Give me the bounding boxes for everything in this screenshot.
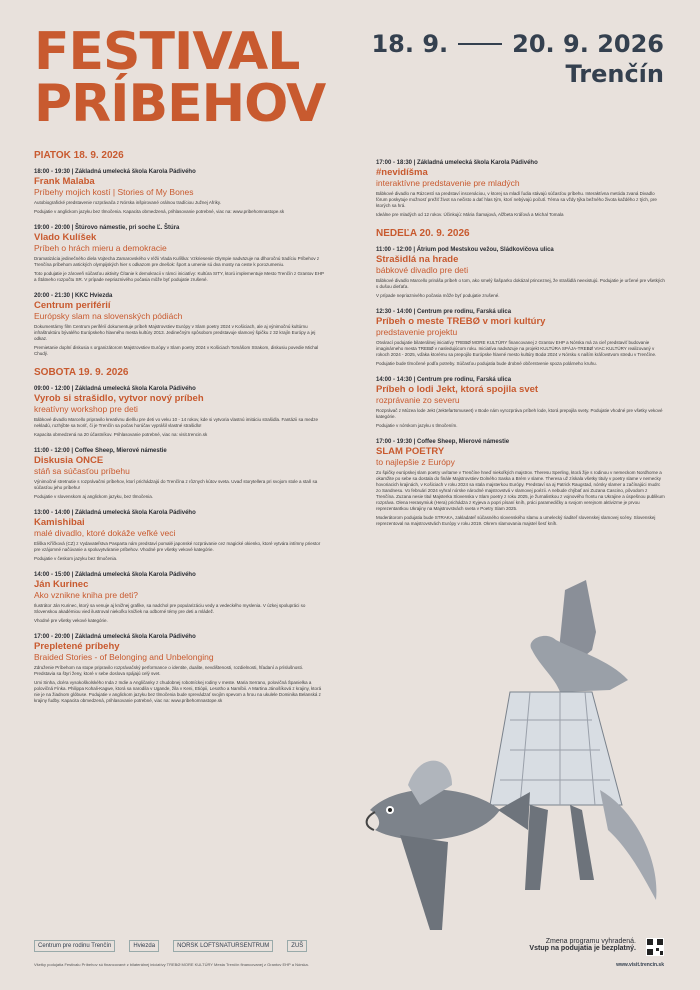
program-event <box>376 377 666 429</box>
event-meta: 20:00 - 21:30 | KKC Hviezda <box>34 293 113 299</box>
event-meta: 14:00 - 14:30 | Centrum pre rodinu, Farská ulica <box>376 377 512 383</box>
event-p2: Kapacita obmedzená na 20 účastníkov. Prihlasovanie potrebné, viac na: visit.trencin.sk <box>34 432 208 437</box>
event-p1: Výnimočné stretnutie s rozprávačmi príbehov, ktorí prichádzajú do Trenčína z rôznych kútov sveta. Uvaď storytellera pri svojom stole a staň sa súčasťou jeho príbehu! <box>34 479 318 490</box>
program-event <box>376 439 666 527</box>
event-p2: Podujatie bude tlmočené podľa potreby. Súčasťou podujatia bude drobné občerstvenie spoza polárneho kruhu. <box>376 361 597 366</box>
right-column <box>376 160 666 537</box>
event-name: Prepletené príbehy <box>34 641 120 652</box>
event-name: Frank Malaba <box>34 176 95 187</box>
fox-fish-illustration <box>360 580 670 940</box>
event-name: Vlado Kulíšek <box>34 232 97 243</box>
event-meta: 17:00 - 20:00 | Základná umelecká škola Karola Pádivého <box>34 634 196 640</box>
program-event <box>376 160 666 218</box>
event-sub: Príbeh o hrách mieru a demokracie <box>34 243 167 253</box>
event-p2: V prípade nepriaznivého počasia môže byť podujatie zrušené. <box>376 293 500 298</box>
event-name: Diskusia ONCE <box>34 455 104 466</box>
event-p1: Otvárací podujatie bilaterálnej iniciatívy TREBØ MORE KULTÚRY financovanej z Grantov EHP a Nórska má za cieľ predstaviť budovanie imaginárneho mesta TREBØ v nasledujúcom roku. Iniciatíva nadväzuje na projekt KULTÚRA SPÁJA-TREBØ VIAC KULTÚRY realizovaný v rokoch 2024 - 2025, vďaka ktorému sa prepojilo Európske hlavné mesto kultúry Bodø 2024 v Nórsku s naším kráľovstvom stredu v Trenčíne. <box>376 340 657 357</box>
event-meta: 19:00 - 20:00 | Štúrovo námestie, pri soche Ľ. Štúra <box>34 225 180 231</box>
event-p1: Ilustrátor Ján Kurinec, ktorý sa venuje aj knižnej grafike, sa nadchol pre popularizáciu vedy a vedeckého myslenia. V úzkej spolupráci so Slovenskou akadémiou vied ilustroval niekoľko knižiek na odborné témy pre deti a mládež. <box>34 603 306 614</box>
event-p1: Bábkové divadlo Marcello pripravilo kreatívnu dielňu pre deti vo veku 10 - 14 rokov, kde si vytvoria vlastnú imitáciu strašidla. Fantázii sa medze nekladú, rozhýbte sa tvoriť, či je Trenčín sa počas horúčav vyprášil vlastné strašidlo! <box>34 417 319 428</box>
event-name: #nevidíšma <box>376 167 428 178</box>
event-sub: interaktívne predstavenie pre mladých <box>376 178 520 188</box>
title-line-1: FESTIVAL <box>34 22 300 82</box>
date-end: 20. 9. 2026 <box>512 30 664 58</box>
qr-code-icon[interactable] <box>646 938 664 956</box>
note-program-change: Zmena programu vyhradená. <box>545 938 636 945</box>
logo-1: Hviezda <box>129 940 159 952</box>
day-heading-saturday: SOBOTA 19. 9. 2026 <box>34 367 129 378</box>
event-sub: rozprávanie zo severu <box>376 395 460 405</box>
event-name: Príbeh o lodi Jekt, ktorá spojila svet <box>376 384 539 395</box>
event-p2: Toto podujatie je zároveň súčasťou aktivity Čítanie k demokracii v rámci iniciatívy: Kultúra SITY, ktorú implementuje Mesto Trenčín z Grantov EHP a Štátneho rozpočtu SR. V prípade nepriaznivého počasia môže byť podujatie zrušené. <box>34 271 324 282</box>
event-meta: 12:30 - 14:00 | Centrum pre rodinu, Farská ulica <box>376 309 512 315</box>
event-name: Strašidlá na hrade <box>376 254 459 265</box>
logo-2: NORSK LOFTSNATURSENTRUM <box>173 940 273 952</box>
event-meta: 14:00 - 15:00 | Základná umelecká škola Karola Pádivého <box>34 572 196 578</box>
program-event <box>34 225 324 283</box>
event-p2: Moderátorom podujatia bude STRAKA, zakladateľ súčasného slovenského slamu a umelecký riaditeľ slovenskej slamovej scény. Slovenskej reprezentoval na majstrovstvách Európy v roku 2019. Okrem slamovania majstel šesť kníh. <box>376 515 656 526</box>
footer-notes <box>529 938 636 952</box>
event-p2: Ideálne pre mladých od 12 rokov. Účinkujú: Mária Šamajová, Alžbeta Kráľová a Michal Tomala <box>376 212 564 217</box>
event-meta: 18:00 - 19:30 | Základná umelecká škola Karola Pádivého <box>34 169 196 175</box>
event-sub: stáň sa súčasťou príbehu <box>34 466 130 476</box>
program-event <box>34 510 324 562</box>
event-sub: Ako vznikne kniha pre deti? <box>34 590 138 600</box>
event-p1: Zo špičky európskej slam poetry uvítame v Trenčíne hneď niekoľkých majstrov. Theresu Sperling, ktorá žije s rodinou v nemeckom Nordhorne a okamžite po sebe sa dostala do finále Majstrovstiev Dolného Saska a Brém v slame. Theresa už získala všetky tituly v poetry slame v nemecky hovoriacich krajinách, v Košiciach v roku 2024 sa stala majsterkou Európy. Predstaví sa aj Patrick Raugstad, nórsky slamer a začínajúci mudrc zo Sandnesu. Vo februári 2024 vyhral nórske národné majstrovstvá v slamovej poézii. A nebude chýbať ani Zuzana Cascino, pôvodom z Trenčína. Zuzana nesie titul Majsterka Slovenska v Slam poetry z roku 2025, je žurnalistkou z vojnového frontu na Ukrajine a úspešnou publikum rozpráva. Olena Herasymiuk (Hera) prichádza z Kyjeva a popri písaní kníh, práci paramedičky a svojom verejnom aktivizme je prvou reprezentantkou Ukrajiny na Majstrovstvách sveta v Poetry Slam 2025. <box>376 470 665 511</box>
event-name: Kamishibai <box>34 517 85 528</box>
event-p1: Autobiografické predstavenie rozprávača z Nórska inšpirované orálnou tradíciou Južnej Afriky. <box>34 200 222 205</box>
event-p2: Podujatie v slovenskom aj anglickom jazyku, bez tlmočenia. <box>34 494 154 499</box>
event-sub: malé divadlo, ktoré dokáže veľké veci <box>34 528 176 538</box>
event-sub: kreatívny workshop pre deti <box>34 404 138 414</box>
logo-0: Centrum pre rodinu Trenčín <box>34 940 115 952</box>
sponsor-logos <box>34 940 307 952</box>
day-heading-sunday: NEDEĽA 20. 9. 2026 <box>376 228 470 239</box>
event-meta: 09:00 - 12:00 | Základná umelecká škola Karola Pádivého <box>34 386 196 392</box>
event-p2: Vhodné pre všetky vekové kategórie. <box>34 618 108 623</box>
event-p1: Bábkové divadlo Marcello prináša príbeh o tom, ako smelý šašparko dokázal princeznej, že strašidlá neexistujú. Podujatie je určené pre všetkých s dušou dieťaťa. <box>376 278 665 289</box>
event-meta: 13:00 - 14:00 | Základná umelecká škola Karola Pádivého <box>34 510 196 516</box>
event-sub: to najlepšie z Európy <box>376 457 455 467</box>
website-link[interactable]: www.visit.trencin.sk <box>616 962 664 968</box>
event-name: Príbeh o meste TREBØ v mori kultúry <box>376 316 546 327</box>
date-block <box>371 30 664 88</box>
date-dash <box>458 43 502 45</box>
festival-title <box>34 22 326 134</box>
program-event <box>34 572 324 624</box>
left-column <box>34 150 324 714</box>
logo-3: ZUŠ <box>287 940 307 952</box>
event-name: SLAM POETRY <box>376 446 445 457</box>
event-meta: 11:00 - 12:00 | Coffee Sheep, Mierové námestie <box>34 448 167 454</box>
program-event <box>34 169 324 215</box>
event-name: Ján Kurinec <box>34 579 89 590</box>
event-sub: Európsky slam na slovenských pódiách <box>34 311 183 321</box>
date-start: 18. 9. <box>371 30 449 58</box>
event-p2: Podujatie v českom jazyku bez tlmočenia. <box>34 556 118 561</box>
program-event <box>34 386 324 438</box>
city: Trenčín <box>565 60 664 88</box>
event-p1: Rozprávač z Múzea lode Jekt (Jektefartsmuseet) v Bode nám vyrozpráva príbeh lode, ktorá prepojila svety. Podujatie vhodné pre všetky vekové kategórie. <box>376 408 663 419</box>
program-event <box>376 247 666 299</box>
event-sub: Braided Stories - of Belonging and Unbelonging <box>34 652 214 662</box>
event-p1: Dramatizácia jedinečného diela Vojtecha Zamarovského v réžii Vlada Kulíška: Vzkriesenie Olympie nadväzuje na dlhoročnú tradíciu Príbehov z Trenčína príbehom antických olympijských hier s odkazom pre dnešok: šport a umenie sú dva mosty na ceste k porozumeniu. <box>34 256 320 267</box>
event-p2: Podujatie v nórskom jazyku s tlmočením. <box>376 423 458 428</box>
event-p2: Podujatie v anglickom jazyku bez tlmočenia. Kapacita obmedzená, prihlasovanie potrebné, viac na: www.pribehomnastope.sk <box>34 209 285 214</box>
event-p1: Dokumentárny film Centrum periférií dokumentuje príbeh Majstrovstiev Európy v Slam poetry 2024 v Košiciach, ale aj výnimočnú kultúrnu infraštruktúru bývalého Európskeho hlavného mesta kultúry 2013. Jedinečným spôsobom predstavuje slamový špičku z 32 krajín Európy a jej odkaz. <box>34 324 316 341</box>
event-meta: 17:00 - 18:30 | Základná umelecká škola Karola Pádivého <box>376 160 538 166</box>
event-p1: Združenie Príbehom na stope pripravilo rozprávačský performance o identite, dualite, nevdištenosti, rozdielnosti, hľadaní a príslušnosti. Predstavia sa štyri ženy, ktoré v sebe doslova spájajú celý svet. <box>34 665 303 676</box>
event-sub: Príbehy mojich kostí | Stories of My Bones <box>34 187 194 197</box>
event-p2: Umi Sinha, dcéra vysokoškolského Inda z Indie a Angličanky z chudobnej robotníckej rodiny v meste. Maria Serrano, polovičná Španielka a polovičná Fínka. Philippa Kohali-Kagwe, ktorá sa narodila v Ugande, žila v Keni, Etiópii, Lesotho a Namíbii. A Martina Jánošíková z krajiny, ktorá nie je na žiadnom glóbuse. Podujatie v anglickom jazyku bez tlmočenia bude sprevádzať svojím spevom a hrou na ukulele Dominika Belanská z krajiny fudby. Kapacita obmedzená, prihlasovanie potrebné, viac na: www.pribehomnastope.sk <box>34 680 322 703</box>
event-sub: bábkové divadlo pre deti <box>376 265 469 275</box>
credits-line: Všetky podujatia Festivalu Príbehov sú financované z bilaterálnej iniciatívy TREBØ MORE KULTÚRY Mesta Trenčín financovanej z Grantov EHP a Nórska. <box>34 962 309 967</box>
event-name: Centrum periférií <box>34 300 111 311</box>
title-line-2: PRÍBEHOV <box>34 74 326 134</box>
program-event <box>34 293 324 357</box>
program-event <box>34 448 324 500</box>
event-p1: Bábkové divadlo na Rázcestí sa predstaví inscenáciou, v ktorej sa mladí ľudia stávajú súčasťou príbehu. Interaktívna metóda zvaná Divadlo fórum poskytuje možnosť prežiť život na nečisto a dať hlas tým, ktorí nebývajú počutí. Téma sa vždy týka bežného života každého z tých, pre ktorých sa hrá. <box>376 191 657 208</box>
program-event <box>376 309 666 367</box>
note-free-entry: Vstup na podujatia je bezplatný. <box>529 945 636 952</box>
program-event <box>34 634 324 704</box>
day-heading-friday: PIATOK 18. 9. 2026 <box>34 150 124 161</box>
event-p2: Premietanie doplní diskusia s organizátorom Majstrovstiev Európy v Slam poetry 2024 v Košiciach Tomášom Strakom, diskusiu povedie Michal Chudý. <box>34 345 319 356</box>
event-meta: 11:00 - 12:00 | Átrium pod Mestskou vežou, Sládkovičova ulica <box>376 247 554 253</box>
event-p1: Eliška Kříčková (CZ) z Vydavateľstva Pasparta nám predstaví pomalé japonské rozprávanie cez magické okienko, ktoré vytvára intímny priestor pre vzájomné načúvanie a spoluvytváranie príbehov. Vhodné pre všetky vekové kategórie. <box>34 541 321 552</box>
event-name: Vyrob si strašidlo, vytvor nový príbeh <box>34 393 204 404</box>
event-sub: predstavenie projektu <box>376 327 458 337</box>
event-meta: 17:00 - 19:30 | Coffee Sheep, Mierové námestie <box>376 439 510 445</box>
